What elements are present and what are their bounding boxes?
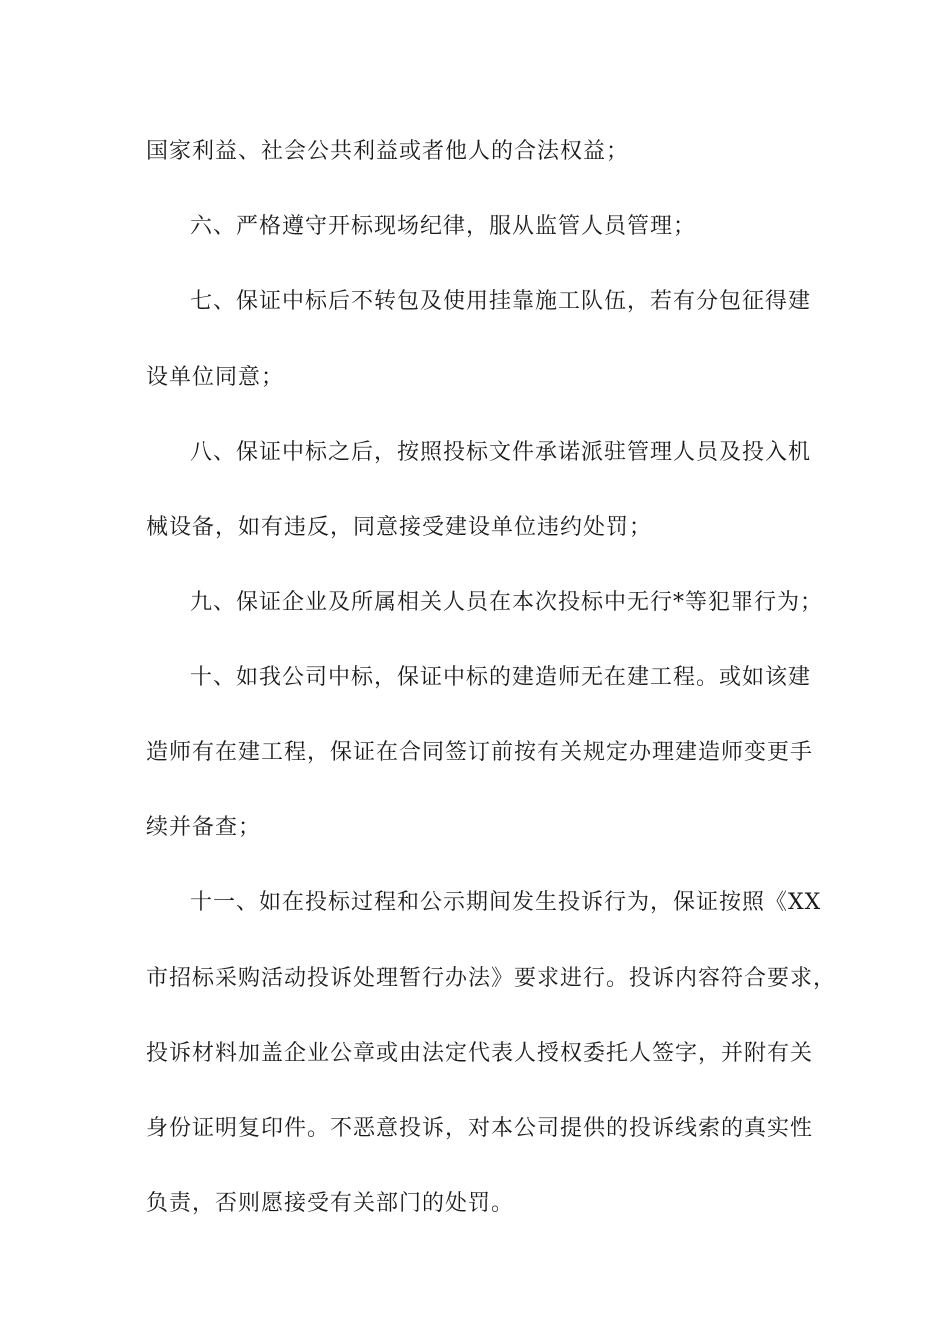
text-line: 身份证明复印件。不恶意投诉，对本公司提供的投诉线索的真实性 bbox=[146, 1116, 814, 1141]
text-line: 十、如我公司中标，保证中标的建造师无在建工程。或如该建 bbox=[190, 665, 812, 690]
text-line: 造师有在建工程，保证在合同签订前按有关规定办理建造师变更手 bbox=[146, 740, 814, 765]
text-line: 负责，否则愿接受有关部门的处罚。 bbox=[146, 1191, 515, 1216]
text-line: 九、保证企业及所属相关人员在本次投标中无行*等犯罪行为； bbox=[190, 590, 824, 615]
text-line: 国家利益、社会公共利益或者他人的合法权益； bbox=[146, 139, 630, 164]
text-line: 投诉材料加盖企业公章或由法定代表人授权委托人签字，并附有关 bbox=[146, 1041, 814, 1066]
text-line: 八、保证中标之后，按照投标文件承诺派驻管理人员及投入机 bbox=[190, 440, 812, 465]
text-line: 七、保证中标后不转包及使用挂靠施工队伍，若有分包征得建 bbox=[190, 289, 812, 314]
text-line: 设单位同意； bbox=[146, 365, 285, 390]
text-line: 续并备查； bbox=[146, 815, 262, 840]
text-line: 十一、如在投标过程和公示期间发生投诉行为，保证按照《XX bbox=[190, 890, 822, 915]
text-line: 六、严格遵守开标现场纪律，服从监管人员管理； bbox=[190, 214, 697, 239]
text-line: 械设备，如有违反，同意接受建设单位违约处罚； bbox=[146, 515, 653, 540]
text-line: 市招标采购活动投诉处理暂行办法》要求进行。投诉内容符合要求， bbox=[146, 966, 837, 991]
